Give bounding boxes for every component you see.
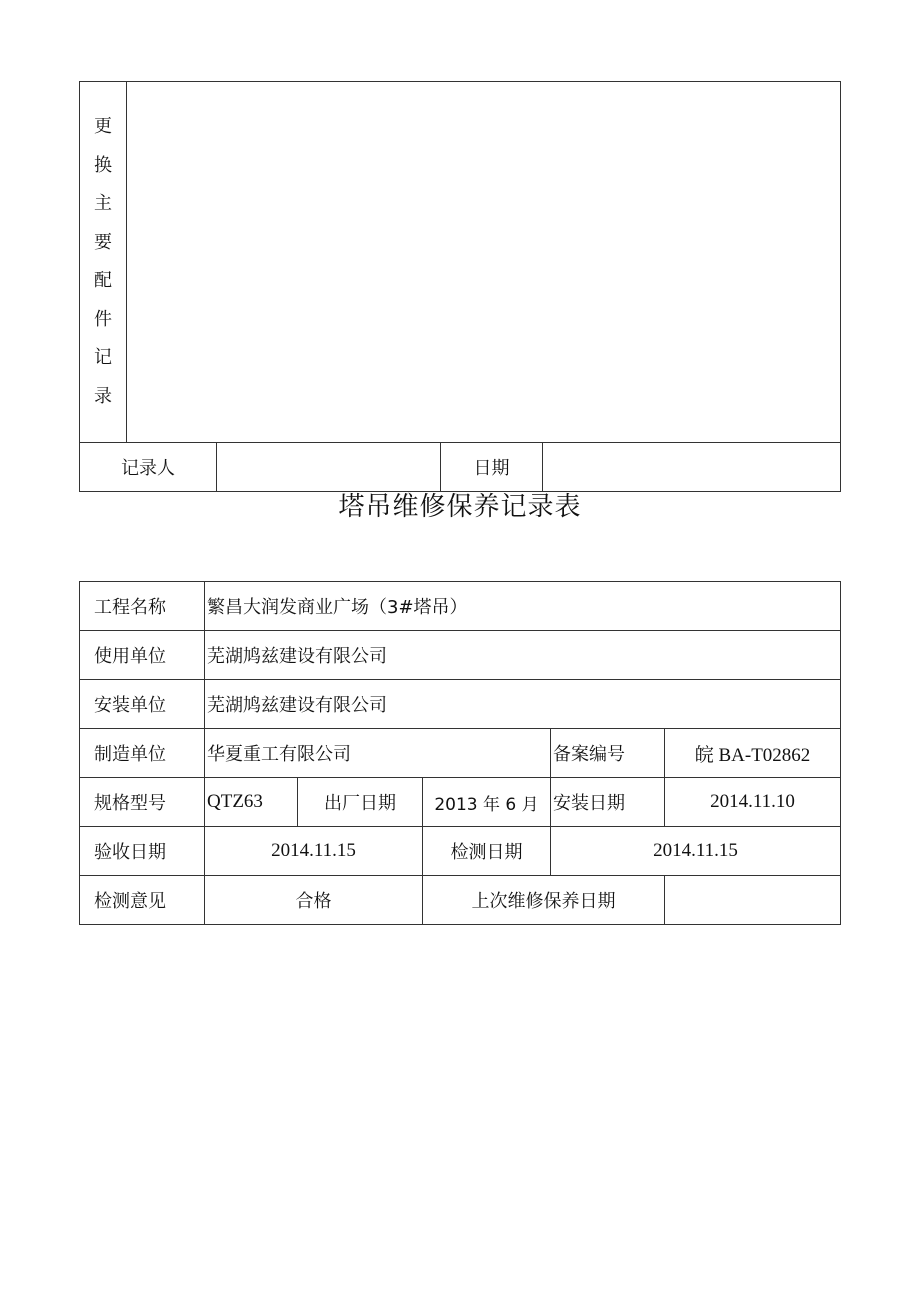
page-title: 塔吊维修保养记录表	[338, 492, 582, 522]
inspection-date-value: 2014.11.15	[551, 827, 841, 876]
label-char: 配	[94, 270, 112, 291]
parts-record-content[interactable]	[127, 82, 841, 443]
parts-record-table	[79, 81, 841, 492]
label-char: 换	[94, 154, 112, 176]
install-date-label: 安装日期	[551, 778, 665, 827]
project-name-label: 工程名称	[80, 582, 205, 631]
project-name-value: 繁昌大润发商业广场（3#塔吊）	[205, 582, 841, 631]
user-unit-value: 芜湖鸠兹建设有限公司	[205, 631, 841, 680]
label-char: 录	[94, 385, 112, 407]
date-value[interactable]	[543, 443, 841, 492]
inspection-date-label: 检测日期	[423, 827, 551, 876]
install-unit-label: 安装单位	[80, 680, 205, 729]
inspection-opinion-label: 检测意见	[80, 876, 205, 925]
date-label: 日期	[441, 443, 543, 492]
model-label: 规格型号	[80, 778, 205, 827]
inspection-opinion-value: 合格	[205, 876, 423, 925]
label-char: 件	[94, 308, 112, 330]
last-maintenance-value[interactable]	[665, 876, 841, 925]
label-char: 记	[94, 347, 112, 368]
factory-date-label: 出厂日期	[298, 778, 423, 827]
last-maintenance-label: 上次维修保养日期	[423, 876, 665, 925]
filing-no-label: 备案编号	[551, 729, 665, 778]
recorder-value[interactable]	[217, 443, 441, 492]
acceptance-date-value: 2014.11.15	[205, 827, 423, 876]
parts-record-label	[80, 82, 127, 443]
install-unit-value: 芜湖鸠兹建设有限公司	[205, 680, 841, 729]
label-char: 要	[94, 231, 112, 253]
label-char: 更	[94, 116, 112, 137]
recorder-label: 记录人	[80, 443, 217, 492]
acceptance-date-label: 验收日期	[80, 827, 205, 876]
manufacturer-value: 华夏重工有限公司	[205, 729, 551, 778]
filing-no-value: 皖 BA-T02862	[665, 729, 841, 778]
factory-date-value: 2013 年 6 月	[423, 778, 551, 827]
install-date-value: 2014.11.10	[665, 778, 841, 827]
user-unit-label: 使用单位	[80, 631, 205, 680]
label-char: 主	[94, 193, 112, 214]
model-value: QTZ63	[205, 778, 298, 827]
manufacturer-label: 制造单位	[80, 729, 205, 778]
crane-info-table	[79, 581, 841, 925]
